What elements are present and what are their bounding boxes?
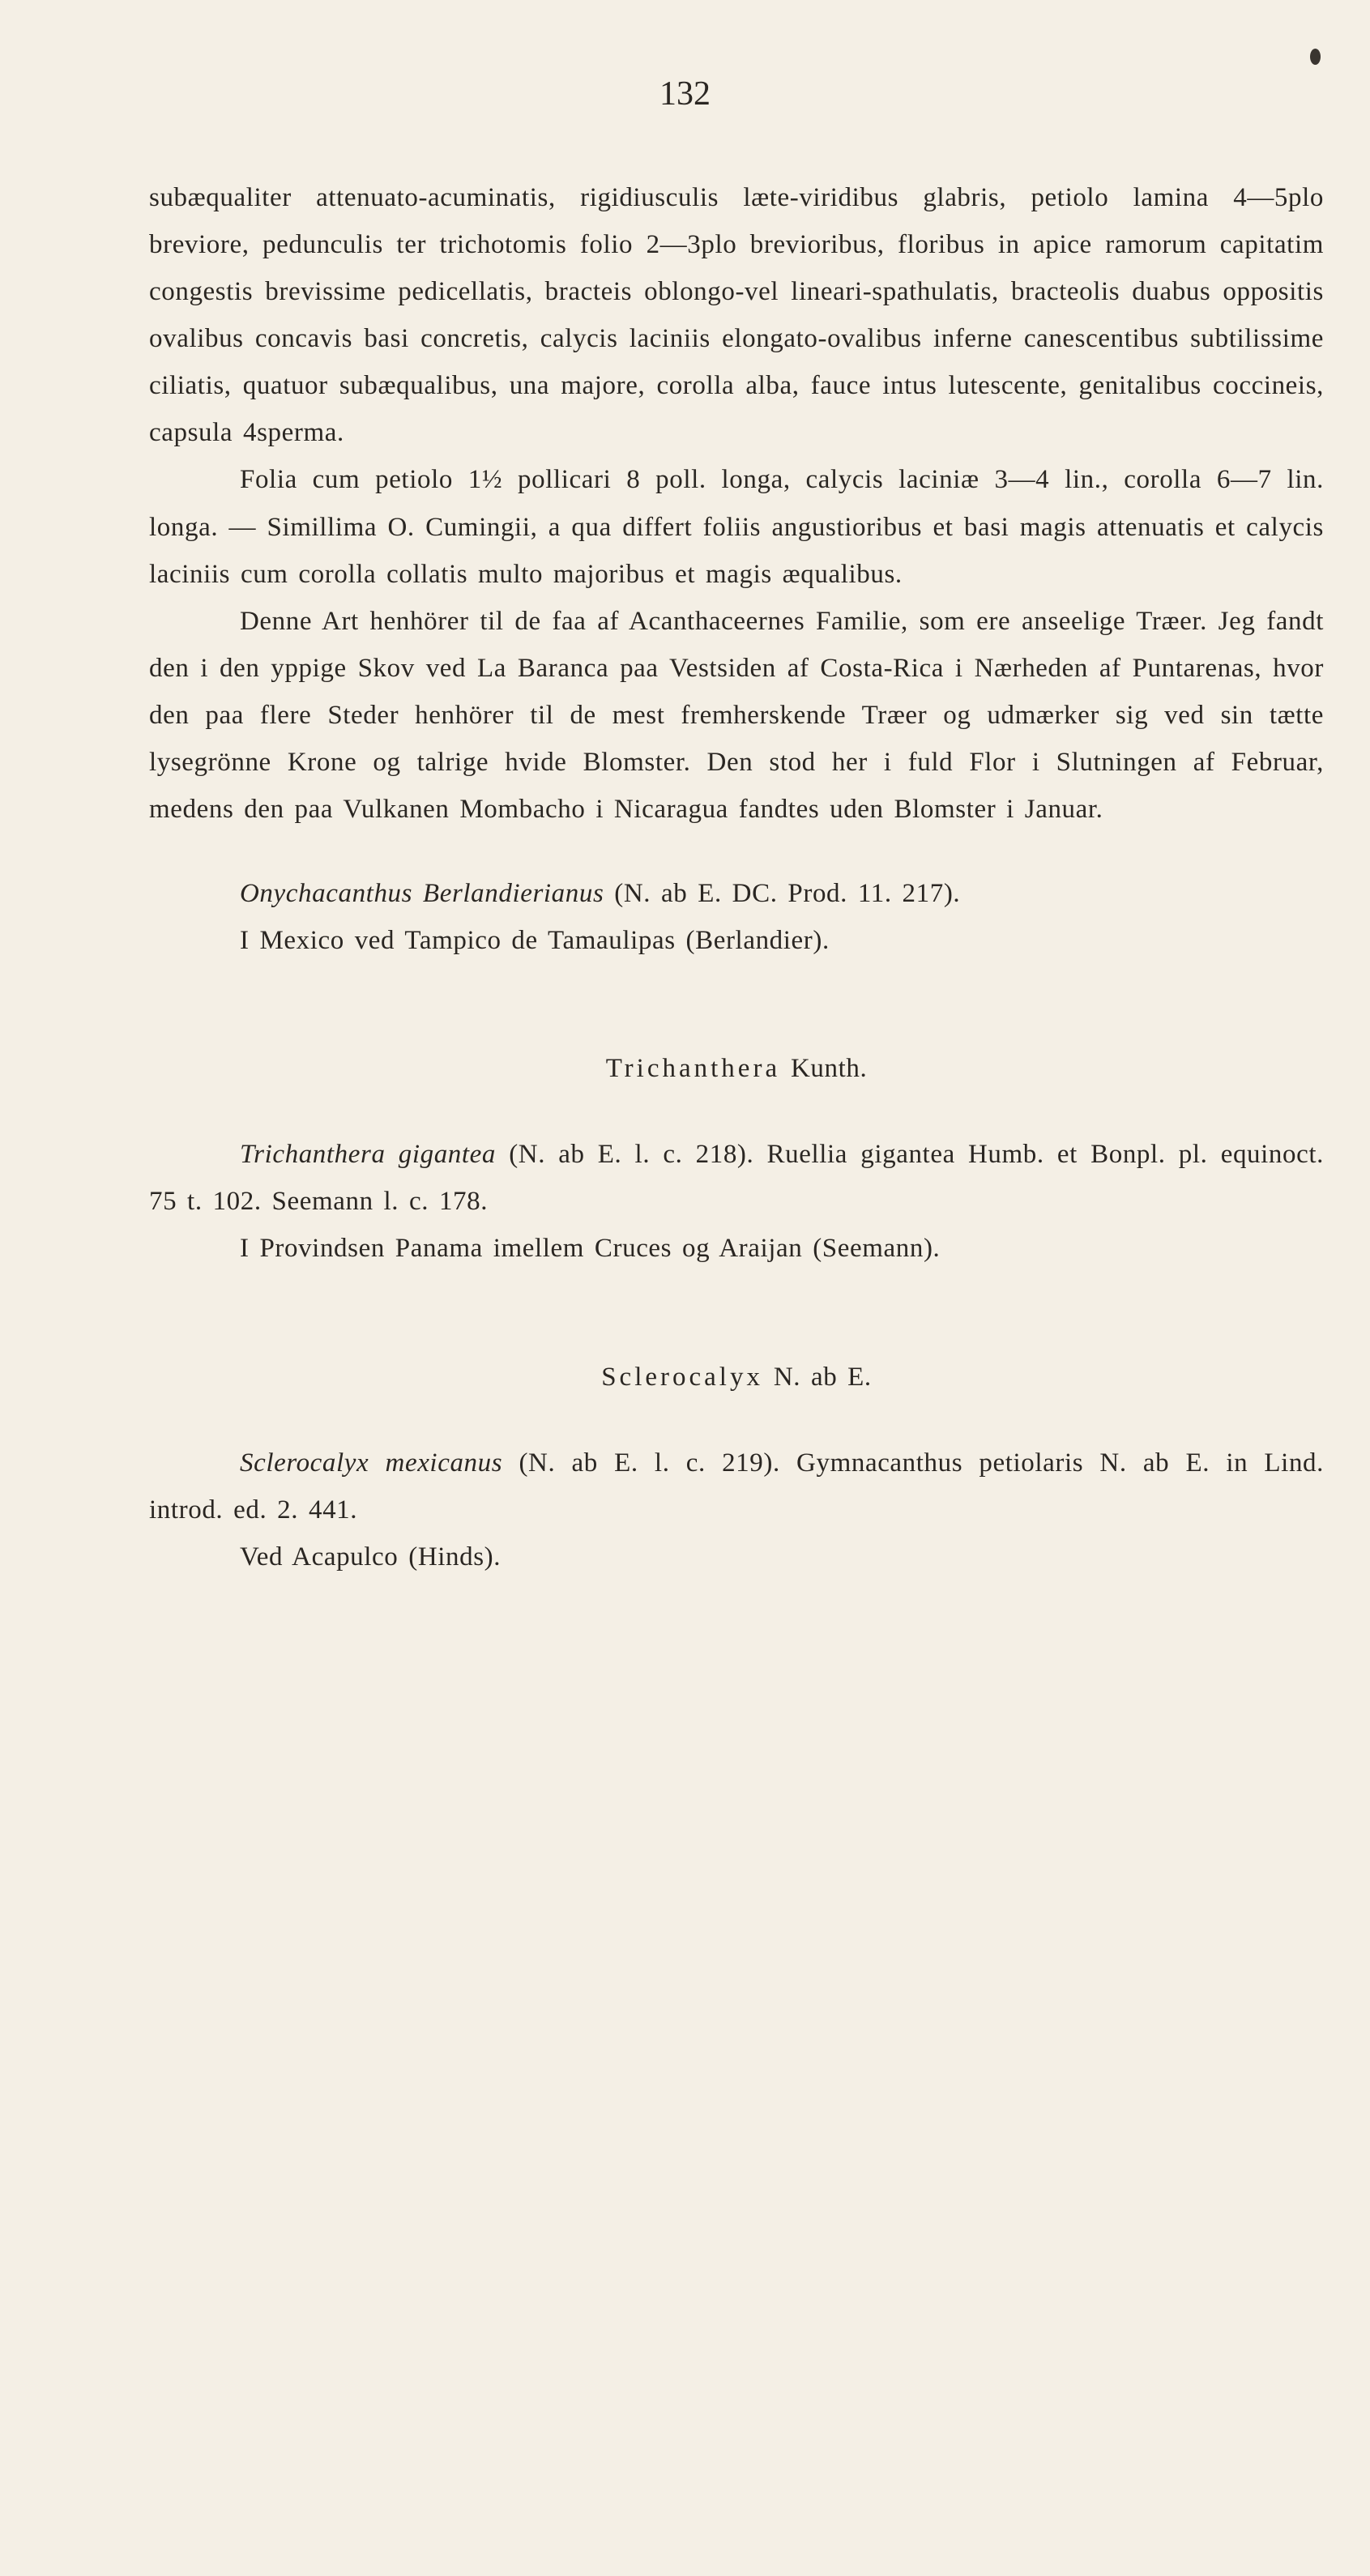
- genus-heading-sclerocalyx: [149, 1354, 1324, 1401]
- species-locality: I Provindsen Panama imellem Cruces og Araijan (Seemann).: [240, 1234, 941, 1264]
- species-citation: (N. ab E. l. c. 219). Gymnacanthus petiolaris N. ab E. in Lind. introd. ed. 2. 441.: [149, 1448, 1324, 1525]
- page-number: 132: [659, 75, 711, 113]
- species-name: Onychacanthus Berlandierianus: [240, 879, 604, 909]
- species-entry-onychacanthus: [149, 870, 1324, 917]
- species-locality: Ved Acapulco (Hinds).: [240, 1542, 501, 1572]
- genus-author: N. ab E.: [773, 1362, 872, 1392]
- text-column: [149, 174, 1324, 1580]
- genus-author: Kunth.: [790, 1054, 868, 1084]
- species-name: Trichanthera gigantea: [240, 1140, 497, 1170]
- ink-spot: [1310, 49, 1321, 65]
- habitat-paragraph: Denne Art henhörer til de faa af Acanthaceernes Familie, som ere anseelige Træer. Jeg fandt den i den yppige Skov ved La Baranca paa Vestsiden af Costa-Rica i Nærheden af Puntarenas, hvor den paa flere Steder henhörer til de mest fremherskende Træer og udmærker sig ved sin tætte lysegrönne Krone og talrige hvide Blomster. Den stod her i fuld Flor i Slutningen af Februar, medens den paa Vulkanen Mombacho i Nicaragua fandtes uden Blomster i Januar.: [149, 606, 1324, 825]
- genus-name: Trichanthera: [605, 1054, 781, 1084]
- description-paragraph: subæqualiter attenuato-acuminatis, rigidiusculis læte-viridibus glabris, petiolo lamina 4—5plo breviore, pedunculis ter trichotomis folio 2—3plo brevioribus, floribus in apice ramorum capitatim congestis brevissime pedicellatis, bracteis oblongo-vel lineari-spathulatis, bracteolis duabus oppositis ovalibus concavis basi concretis, calycis laciniis elongato-ovalibus inferne canescentibus subtilissime ciliatis, quatuor subæqualibus, una majore, corolla alba, fauce intus lutescente, genitalibus coccineis, capsula 4sperma.: [149, 183, 1324, 448]
- species-locality: I Mexico ved Tampico de Tamaulipas (Berlandier).: [240, 926, 830, 956]
- species-entry-sclerocalyx: [149, 1439, 1324, 1533]
- species-name: Sclerocalyx mexicanus: [240, 1448, 503, 1478]
- genus-heading-trichanthera: [149, 1045, 1324, 1092]
- genus-name: Sclerocalyx: [601, 1362, 763, 1392]
- species-citation: (N. ab E. DC. Prod. 11. 217).: [614, 879, 961, 909]
- measurements-paragraph: Folia cum petiolo 1½ pollicari 8 poll. longa, calycis laciniæ 3—4 lin., corolla 6—7 lin. longa. — Simillima O. Cumingii, a qua differt foliis angustioribus et basi magis attenuatis et calycis laciniis cum corolla collatis multo majoribus et magis æqualibus.: [149, 465, 1324, 589]
- species-entry-trichanthera: [149, 1131, 1324, 1225]
- species-citation: (N. ab E. l. c. 218). Ruellia gigantea Humb. et Bonpl. pl. equinoct. 75 t. 102. Seemann l. c. 178.: [149, 1140, 1324, 1217]
